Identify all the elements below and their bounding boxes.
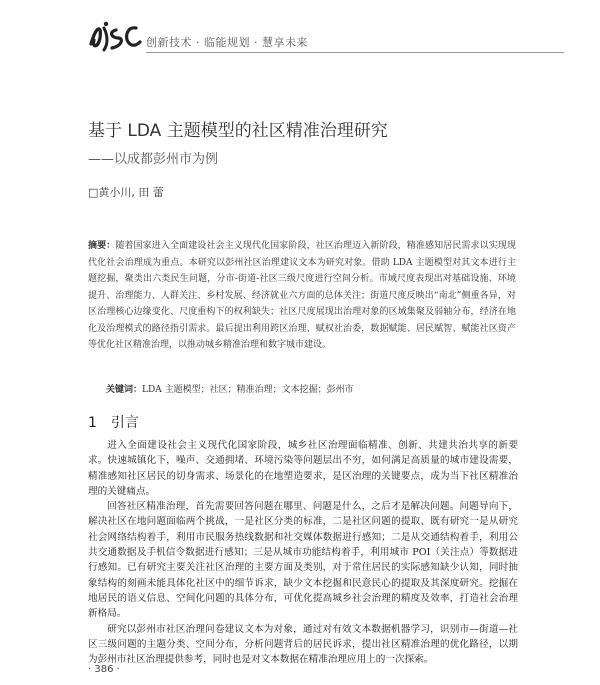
abstract-text: 随着国家进入全面建设社会主义现代化国家阶段，社区治理迈入新阶段，精准感知居民需求以实现现代化社会治理成为重点。本研究以彭州社区治理建议文本为研究对象。借助 LDA 主题模型对其文本进行主题挖掘，聚类出六类民生问题，分市-街道-社区三级尺度进行空间分析。市域尺度表现出对基础设施、环境提升、治理能力、人群关注、乡村发展、经济就业六方面的总体关注；街道尺度反映出“南北”侧重各异，对区治理核心边缘变化、尺度重构下的权利缺失；社区尺度展现出治理对象的区域集聚及弱轴分布，经济在地化及治理模式的路径指引需求。最后提出利用跨区治理、赋权社治委，数据赋能、居民赋智、赋能社区资产等优化社区精准治理，以推动城乡精准治理和数字城市建设。 xyxy=(88,241,516,350)
keywords-text: LDA 主题模型；社区；精准治理；文本挖掘；彭州市 xyxy=(142,385,354,395)
section-title: 引言 xyxy=(110,415,139,431)
section-heading xyxy=(88,412,139,432)
article-subtitle: ——以成都彭州市为例 xyxy=(88,152,219,167)
keywords xyxy=(106,382,516,395)
page-number: · 386 · xyxy=(88,664,120,675)
abstract xyxy=(88,238,516,354)
journal-header xyxy=(88,18,568,58)
body-paragraph: 研究以彭州市社区治理问卷建议文本为对象，通过对有效文本数据机器学习，识别市—街道—社区三级问题的主题分类、空间分布，分析问题背后的居民诉求，提出社区精准治理的优化路径，以期为彭州市社区治理提供参考，同时也是对文本数据在精准治理应用上的一次探索。 xyxy=(88,623,518,666)
body-paragraph: 进入全面建设社会主义现代化国家阶段，城乡社区治理面临精准、创新、共建共治共享的新要求。快速城镇化下，噪声、交通拥堵、环境污染等问题层出不穷，如何满足高质量的城市建设需要，精准感知社区居民的切身需求、场景化的在地塑造要求，是区治理的关键要点，成为当下社区精准治理的关键痛点。 xyxy=(88,440,518,497)
keywords-label: 关键词： xyxy=(106,385,143,395)
journal-slogan: 创新技术 · 临能规划 · 慧享未来 xyxy=(146,34,564,53)
abstract-label: 摘要： xyxy=(88,241,116,251)
section-number: 1 xyxy=(88,415,97,431)
body-text xyxy=(88,438,518,667)
body-paragraph: 回答社区精准治理，首先需要回答问题在哪里、问题是什么，之后才是解决问题。问题导向下，解决社区在地问题面临两个挑战，一是社区分类的标准，二是社区问题的提取、既有研究一是从研究社会网络结构着手，利用市民服务热线数据和社交媒体数据进行感知；二是从交通结构着手，利用公共交通数据及手机信令数据进行感知；三是从城市功能结构着手，利用城市 POI（关注点）等数据进行感知。已有研究主要关注社区治理的主要方面及类别，对于常住居民的实际感知缺少认知，同时抽象结构的刻画未能具体化社区中的细节诉求，缺少文本挖掘和民意民心的提取及其深度研究。挖掘在地居民的语义信息、空间化问题的具体分布，可优化提高城乡社会治理的精度及效率，打造社会治理新格局。 xyxy=(88,501,518,620)
article-authors: □黄小川, 田 蕾 xyxy=(88,186,164,199)
article-title: 基于 LDA 主题模型的社区精准治理研究 xyxy=(88,121,388,141)
journal-logo-icon xyxy=(88,18,144,54)
